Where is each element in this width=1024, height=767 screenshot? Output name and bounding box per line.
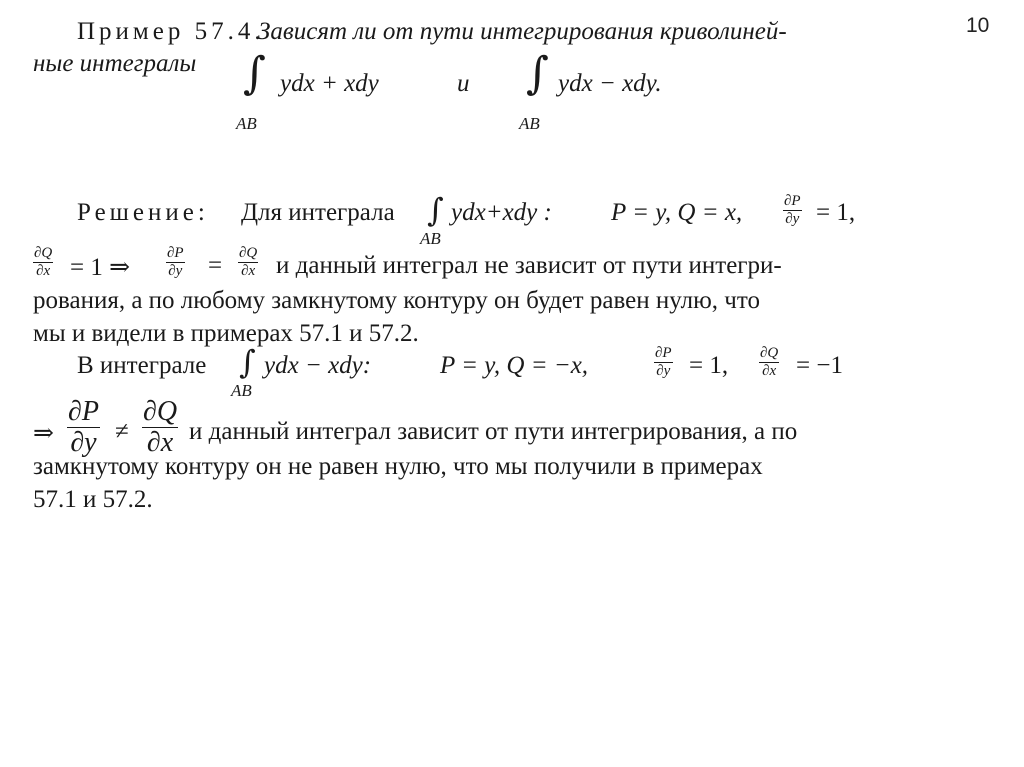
fraction-denominator: ∂y bbox=[168, 263, 183, 279]
fraction-dq-dx bbox=[759, 346, 779, 379]
integral-sign: ∫ bbox=[243, 48, 266, 99]
equation-part: = bbox=[208, 252, 223, 279]
second-integral: ydx − xdy: bbox=[264, 352, 372, 379]
integral-sign: ∫ bbox=[427, 191, 444, 229]
second-pq: P = y, Q = −x, bbox=[440, 352, 589, 379]
solution-line6-text: и данный интеграл зависит от пути интегрирования, а по bbox=[189, 418, 798, 445]
integral-sign: ∫ bbox=[239, 343, 256, 381]
integral-subscript: AB bbox=[236, 114, 257, 133]
fraction-dp-dy-large bbox=[67, 398, 100, 457]
fraction-denominator: ∂x bbox=[241, 263, 256, 279]
fraction-denominator: ∂y bbox=[785, 211, 800, 227]
solution-line3: рования, а по любому замкнутому контуру он будет равен нулю, что bbox=[33, 287, 760, 314]
example-question-line2: ные интегралы bbox=[33, 50, 197, 77]
connector-text: и bbox=[457, 70, 470, 97]
solution-line2-text: и данный интеграл не зависит от пути интегри- bbox=[276, 252, 782, 279]
solution-intro: Для интеграла bbox=[241, 199, 395, 226]
solution-label: Решение: bbox=[77, 199, 209, 226]
fraction-numerator: ∂P bbox=[68, 396, 99, 427]
implies-sign: ⇒ bbox=[33, 420, 54, 447]
solution-integral: ydx+xdy : bbox=[451, 199, 552, 226]
example-question-line1: Зависят ли от пути интегрирования криволиней- bbox=[258, 18, 787, 45]
fraction-dq-dx bbox=[33, 246, 53, 279]
fraction-numerator: ∂Q bbox=[34, 245, 53, 261]
equation-part: = 1, bbox=[689, 352, 729, 379]
fraction-denominator: ∂x bbox=[36, 263, 51, 279]
integral-subscript: AB bbox=[420, 229, 441, 248]
integral-sign: ∫ bbox=[526, 48, 549, 99]
integral-expression-2: ydx − xdy. bbox=[558, 70, 662, 97]
fraction-denominator: ∂x bbox=[146, 427, 174, 458]
integral-subscript: AB bbox=[231, 381, 252, 400]
solution-line8: 57.1 и 57.2. bbox=[33, 486, 153, 513]
fraction-numerator: ∂Q bbox=[239, 245, 258, 261]
solution-line7: замкнутому контуру он не равен нулю, что мы получили в примерах bbox=[33, 453, 763, 480]
fraction-dq-dx bbox=[238, 246, 258, 279]
solution-line4: мы и видели в примерах 57.1 и 57.2. bbox=[33, 320, 419, 347]
fraction-dp-dy bbox=[166, 246, 185, 279]
page-number: 10 bbox=[966, 14, 990, 37]
fraction-denominator: ∂x bbox=[762, 363, 777, 379]
fraction-numerator: ∂Q bbox=[760, 345, 779, 361]
equation-part: = 1 ⇒ bbox=[70, 254, 131, 281]
fraction-denominator: ∂y bbox=[656, 363, 671, 379]
fraction-dq-dx-large bbox=[142, 398, 178, 457]
fraction-numerator: ∂P bbox=[784, 193, 801, 209]
fraction-numerator: ∂Q bbox=[143, 396, 178, 427]
second-intro: В интеграле bbox=[77, 352, 207, 379]
fraction-denominator: ∂y bbox=[70, 427, 97, 458]
integral-subscript: AB bbox=[519, 114, 540, 133]
not-equal-sign: ≠ bbox=[115, 418, 129, 445]
fraction-dp-dy bbox=[783, 194, 802, 227]
integral-expression-1: ydx + xdy bbox=[280, 70, 379, 97]
example-title: Пример 57.4. bbox=[77, 18, 265, 45]
equation-part: = −1 bbox=[796, 352, 843, 379]
solution-pq: P = y, Q = x, bbox=[611, 199, 743, 226]
fraction-numerator: ∂P bbox=[655, 345, 672, 361]
fraction-numerator: ∂P bbox=[167, 245, 184, 261]
fraction-dp-dy bbox=[654, 346, 673, 379]
equation-part: = 1, bbox=[816, 199, 856, 226]
